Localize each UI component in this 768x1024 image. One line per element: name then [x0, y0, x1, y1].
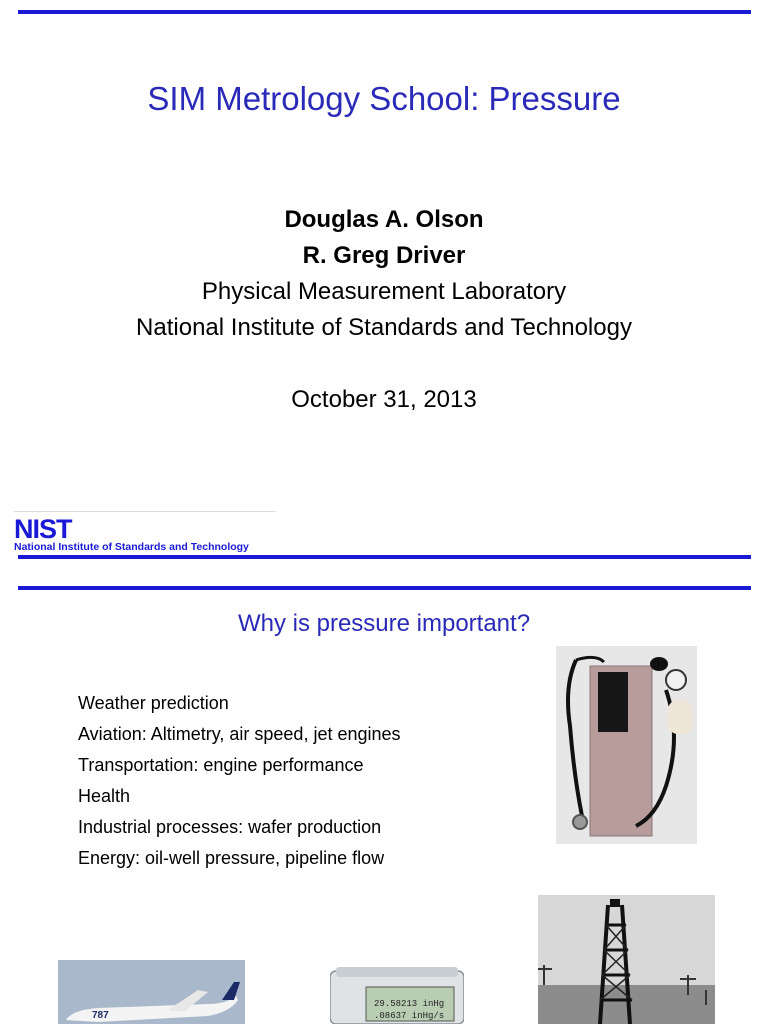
slide2-title: Why is pressure important? — [237, 610, 531, 637]
airplane-photo — [58, 960, 245, 1024]
list-item: Health — [78, 786, 131, 806]
reasons-list — [78, 688, 401, 874]
list-item: Weather prediction — [78, 693, 229, 713]
top-rule — [18, 10, 751, 14]
blood-pressure-cuff-photo — [556, 646, 697, 844]
list-item: Energy: oil-well pressure, pipeline flow — [78, 848, 385, 868]
slide1-bottom-rule — [18, 555, 751, 559]
plane-label: 787 — [92, 1010, 109, 1021]
slide2-top-rule — [18, 586, 751, 590]
list-item: Industrial processes: wafer production — [78, 817, 382, 837]
gauge-reading-1: 29.58213 inHg — [374, 999, 445, 1009]
oil-derrick-photo — [538, 895, 715, 1024]
nist-logo-caption: National Institute of Standards and Technology — [14, 541, 249, 553]
nist-logo: NIST — [14, 514, 72, 544]
author-2: R. Greg Driver — [302, 242, 466, 269]
list-item: Transportation: engine performance — [78, 755, 364, 775]
gauge-reading-2: .08637 inHg/s — [374, 1011, 445, 1021]
presentation-date: October 31, 2013 — [291, 386, 477, 413]
slide-title: SIM Metrology School: Pressure — [147, 80, 621, 117]
institution-name: National Institute of Standards and Technology — [136, 314, 632, 341]
lab-name: Physical Measurement Laboratory — [201, 278, 567, 305]
logo-divider — [14, 511, 276, 512]
list-item: Aviation: Altimetry, air speed, jet engines — [78, 724, 401, 744]
author-1: Douglas A. Olson — [284, 206, 484, 233]
pressure-gauge-photo — [330, 967, 464, 1024]
